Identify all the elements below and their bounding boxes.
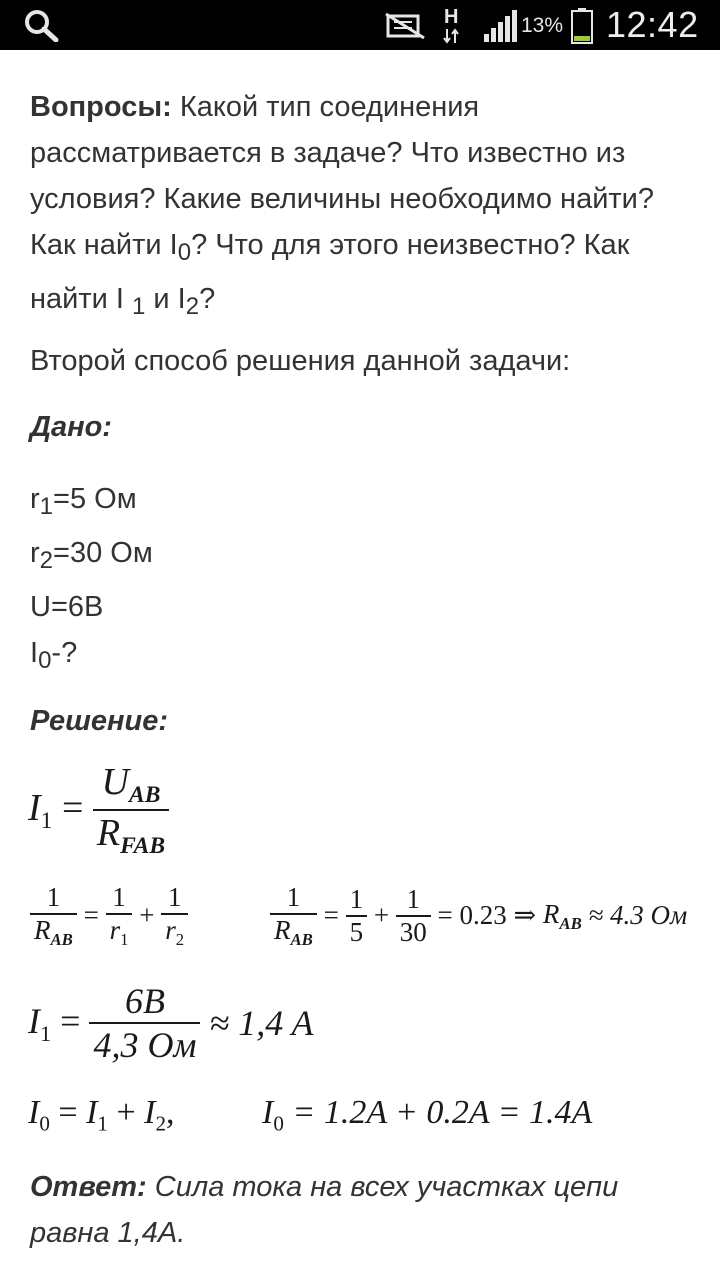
second-method-text: Второй способ решения данной задачи: [30,345,571,377]
questions-text: ? [199,283,216,315]
solution-heading: Решение: [30,705,169,737]
subscript: 2 [185,293,200,320]
answer-label: Ответ: [30,1171,147,1203]
formula-parallel-resistance-values: $\frac{1}{R_{AB}}$ = $\frac{1}{5}$ + $\frac{1}{30}$ = 0.23 ⇒ $R_{AB} \approx 4.3$ Ом [270,882,687,950]
answer-paragraph [30,1164,700,1256]
given-item: $r_1=5$ Ом [30,483,137,520]
given-item: $r_2=30$ Ом [30,537,153,574]
questions-text: и I [145,283,186,315]
subscript: 0 [177,239,192,266]
questions-text: Какой тип соединения рассматривается в задаче? Что известно из условия? Какие величины необходимо найти? Как найти I [30,91,655,261]
mute-icon [384,12,426,40]
questions-paragraph [30,84,700,330]
search-icon[interactable] [22,8,62,42]
battery-percent: 13% [521,14,564,37]
given-heading: Дано: [30,411,112,443]
battery-icon [571,8,593,44]
formula-current-1: $I_1$ = $\frac{U_{AB}}{R_{FAB}}$ [28,760,169,860]
formula-total-current-value: $I_0 = 1.2A + 0.2A = 1.4A$ [262,1094,593,1136]
given-item: U=6В [30,591,104,623]
formula-total-current: $I_0 = I_1 + I_2$, [28,1094,175,1136]
clock: 12:42 [606,4,699,45]
subscript: 1 [132,293,146,320]
answer-text: Сила тока на всех участках цепи равна 1,4А. [30,1171,619,1249]
formula-current-1-value: $I_1$ = $\frac{6B}{4,3 Ом}$ ≈ 1,4 A [28,981,314,1065]
given-list [30,476,153,631]
questions-text: ? Что для этого неизвестно? Как найти I [30,229,630,315]
questions-label: Вопросы: [30,91,172,123]
formula-parallel-resistance: $\frac{1}{R_{AB}}$ = $\frac{1}{r_1}$ + $\frac{1}{r_2}$ [30,882,188,950]
find-item: $I_0-$? [30,637,78,674]
status-bar [0,0,720,50]
signal-strength-icon [482,10,518,42]
network-type-icon: H [440,6,462,46]
